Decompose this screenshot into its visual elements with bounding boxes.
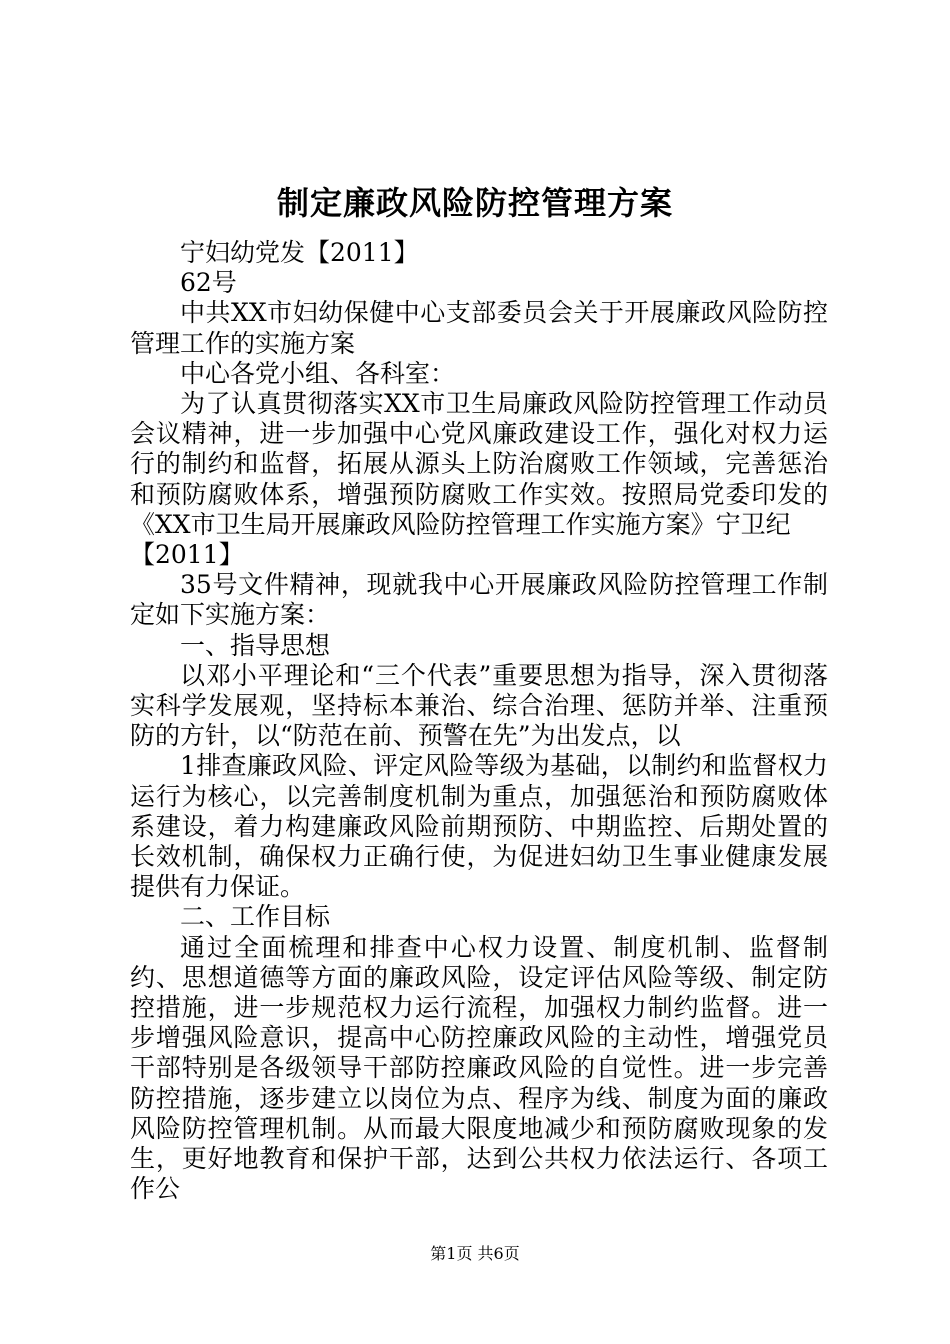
document-title: 制定廉政风险防控管理方案	[276, 184, 673, 222]
section-heading-work-goals: 二、工作目标	[180, 902, 331, 932]
doc-number-suffix: 62号	[180, 268, 237, 298]
document-body	[130, 238, 828, 1205]
paragraph-doc-ref-continued: 35号文件精神，现就我中心开展廉政风险防控管理工作制定如下实施方案：	[130, 570, 828, 630]
page-footer: 第1页 共6页	[430, 1244, 520, 1263]
section-heading-guiding-thought: 一、指导思想	[180, 630, 331, 660]
paragraph-guiding-thought-continued: 1排查廉政风险、评定风险等级为基础，以制约和监督权力运行为核心，以完善制度机制为重点，加强惩治和预防腐败体系建设，着力构建廉政风险前期预防、中期监控、后期处置的长效机制，确保权力正确行使，为促进妇幼卫生事业健康发展提供有力保证。	[130, 751, 828, 902]
paragraph-doc-ref: 【2011】	[130, 540, 244, 570]
paragraph-intro: 为了认真贯彻落实XX市卫生局廉政风险防控管理工作动员会议精神，进一步加强中心党风廉政建设工作，强化对权力运行的制约和监督，拓展从源头上防治腐败工作领域，完善惩治和预防腐败体系，增强预防腐败工作实效。按照局党委印发的《XX市卫生局开展廉政风险防控管理工作实施方案》宁卫纪	[130, 389, 828, 539]
doc-subtitle: 中共XX市妇幼保健中心支部委员会关于开展廉政风险防控管理工作的实施方案	[130, 298, 828, 358]
paragraph-work-goals: 通过全面梳理和排查中心权力设置、制度机制、监督制约、思想道德等方面的廉政风险，设定评估风险等级、制定防控措施，进一步规范权力运行流程，加强权力制约监督。进一步增强风险意识，提高中心防控廉政风险的主动性，增强党员干部特别是各级领导干部防控廉政风险的自觉性。进一步完善防控措施，逐步建立以岗位为点、程序为线、制度为面的廉政风险防控管理机制。从而最大限度地减少和预防腐败现象的发生，更好地教育和保护干部，达到公共权力依法运行、各项工作公	[130, 932, 828, 1204]
doc-recipients: 中心各党小组、各科室：	[180, 358, 456, 388]
doc-number-line: 宁妇幼党发【2011】	[180, 238, 419, 267]
paragraph-guiding-thought: 以邓小平理论和“三个代表”重要思想为指导，深入贯彻落实科学发展观，坚持标本兼治、综合治理、惩防并举、注重预防的方针，以“防范在前、预警在先”为出发点，以	[130, 660, 828, 751]
